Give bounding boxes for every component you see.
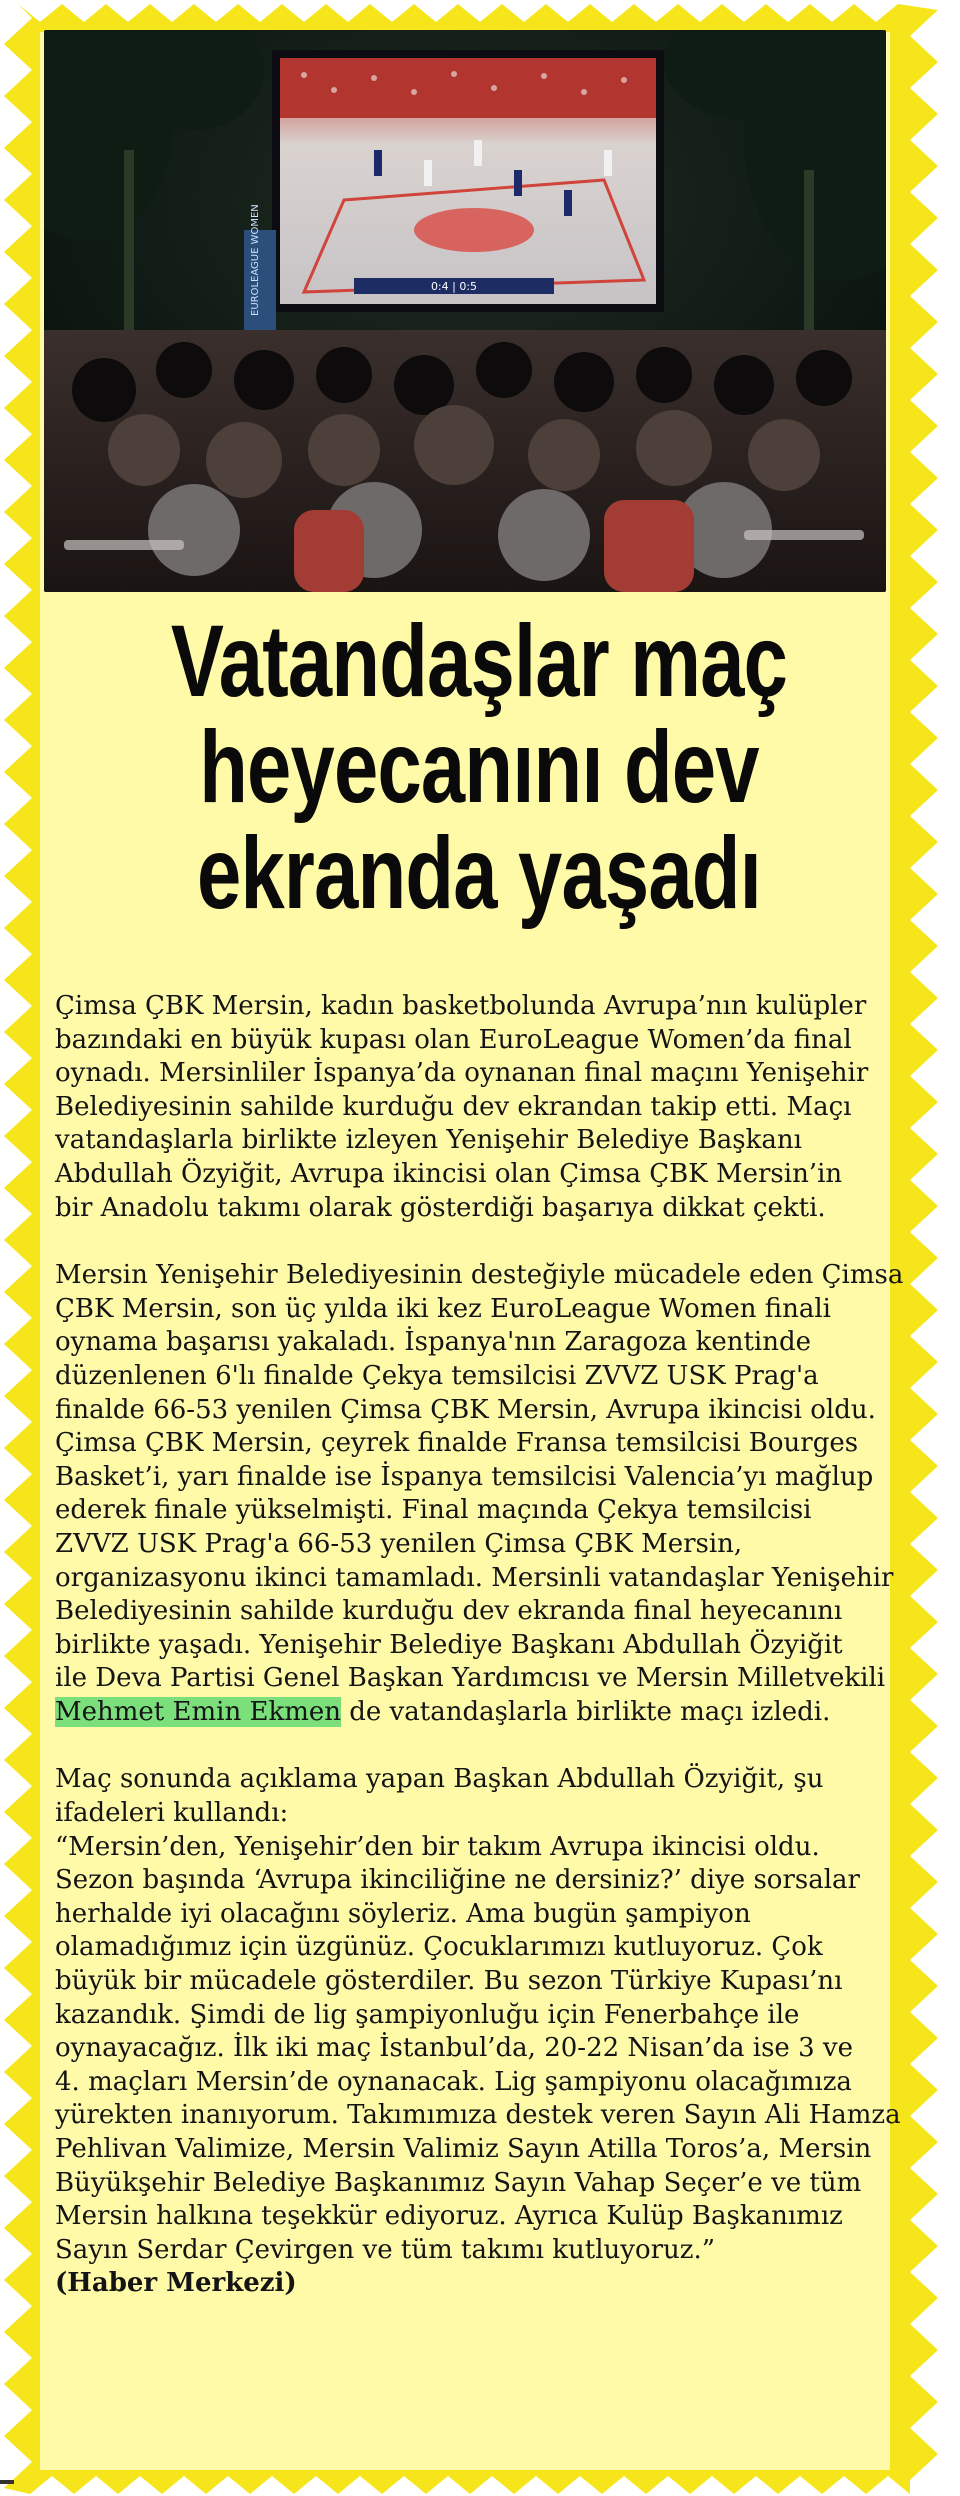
article-photo <box>44 30 886 592</box>
paragraph-3-text: Maç sonunda açıklama yapan Başkan Abdullah Özyiğit, şu ifadeleri kullandı: “Mersin’den, Yenişehir’den bir takım Avrupa ikincisi oldu. Sezon başında ‘Avrupa ikinciliğine ne dersiniz?’ diye sorsalar herhalde iyi olacağını söyleriz. Ama bugün şampiyon olamadığımız için üzgünüz. Çocuklarımızı kutluyoruz. Çok büyük bir mücadele gösterdiler. Bu sezon Türkiye Kupası’nı kazandık. Şimdi de lig şampiyonluğu için Fenerbahçe ile oynayacağız. İlk iki maç İstanbul’da, 20-22 Nisan’da ise 3 ve 4. maçları Mersin’de oynanacak. Lig şampiyonu olacağımıza yürekten inanıyorum. Takımımıza destek veren Sayın Ali Hamza Pehlivan Valimize, Mersin Valimiz Sayın Atilla Toros’a, Mersin Büyükşehir Belediye Başkanımız Sayın Vahap Seçer’e ve tüm Mersin halkına teşekkür ediyoruz. Ayrıca Kulüp Başkanımız Sayın Serdar Çevirgen ve tüm takımı kutluyoruz.” <box>55 1764 901 2265</box>
headline-line-3: ekranda yaşadı <box>196 816 762 930</box>
crowd-watching-screen-image <box>44 30 886 592</box>
paragraph-3 <box>55 1763 905 2301</box>
scoreboard-text: 0:4 | 0:5 <box>430 280 478 293</box>
highlighted-name: Mehmet Emin Ekmen <box>55 1696 341 1727</box>
side-board-text: EUROLEAGUE WOMEN <box>250 204 261 316</box>
paragraph-2-text: Mersin Yenişehir Belediyesinin desteğiyle mücadele eden Çimsa ÇBK Mersin, son üç yılda iki kez EuroLeague Women finali oynama başarısı yakaladı. İspanya'nın Zaragoza kentinde düzenlenen 6'lı finalde Çekya temsilcisi ZVVZ USK Prag'a finalde 66-53 yenilen Çimsa ÇBK Mersin, Avrupa ikincisi oldu. Çimsa ÇBK Mersin, çeyrek finalde Fransa temsilcisi Bourges Basket’i, yarı finalde ise İspanya temsilcisi Valencia’yı mağlup ederek finale yükselmişti. Final maçında Çekya temsilcisi ZVVZ USK Prag'a 66-53 yenilen Çimsa ÇBK Mersin, organizasyonu ikinci tamamladı. Mersinli vatandaşlar Yenişehir Belediyesinin sahilde kurduğu dev ekranda final heyecanını birlikte yaşadı. Yenişehir Belediye Başkanı Abdullah Özyiğit ile Deva Partisi Genel Başkan Yardımcısı ve Mersin Milletvekili <box>55 1260 904 1694</box>
news-credit: (Haber Merkezi) <box>55 2268 297 2299</box>
scan-mark <box>0 2480 14 2484</box>
paragraph-2 <box>55 1259 905 1729</box>
headline <box>143 604 815 930</box>
headline-line-1: Vatandaşlar maç <box>170 604 788 718</box>
headline-line-2: heyecanını dev <box>199 710 759 824</box>
paragraph-1: Çimsa ÇBK Mersin, kadın basketbolunda Avrupa’nın kulüpler bazındaki en büyük kupası olan EuroLeague Women’da final oynadı. Mersinliler İspanya’da oynanan final maçını Yenişehir Belediyesinin sahilde kurduğu dev ekrandan takip etti. Maçı vatandaşlarla birlikte izleyen Yenişehir Belediye Başkanı Abdullah Özyiğit, Avrupa ikincisi olan Çimsa ÇBK Mersin’in bir Anadolu takımı olarak gösterdiği başarıya dikkat çekti. <box>55 991 869 1223</box>
article-body <box>55 990 905 2301</box>
paragraph-2-ending: de vatandaşlarla birlikte maçı izledi. <box>341 1696 831 1727</box>
